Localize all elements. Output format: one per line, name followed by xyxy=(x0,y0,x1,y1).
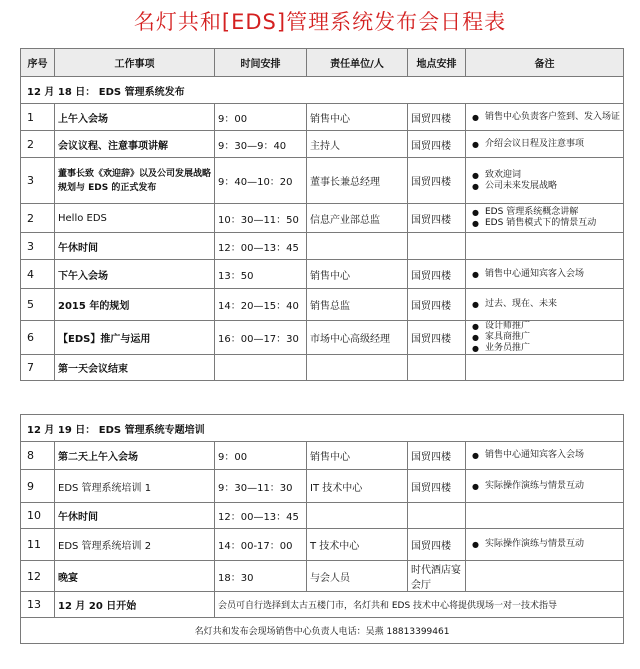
note-item: ● EDS 管理系统概念讲解 xyxy=(485,207,620,218)
row-number: 7 xyxy=(21,355,55,381)
notes-list xyxy=(469,539,620,550)
row-owner: 销售中心 xyxy=(307,104,408,131)
day2-body xyxy=(21,415,624,644)
row-notes xyxy=(466,442,624,470)
row-time: 9：40—10：20 xyxy=(215,158,307,204)
row-number: 4 xyxy=(21,260,55,289)
header-cell: 序号 xyxy=(21,49,55,77)
row-owner: 销售总监 xyxy=(307,289,408,321)
row-owner xyxy=(307,503,408,529)
note-item: ● 过去、现在、未来 xyxy=(485,299,620,310)
row-time: 14：00-17：00 xyxy=(215,529,307,561)
row-number: 11 xyxy=(21,529,55,561)
table-row xyxy=(21,260,624,289)
table-row xyxy=(21,321,624,355)
table-row xyxy=(21,470,624,503)
row-notes xyxy=(466,260,624,289)
row-place xyxy=(408,233,466,260)
row-place: 国贸四楼 xyxy=(408,289,466,321)
row-time: 16：00—17：30 xyxy=(215,321,307,355)
row-number: 10 xyxy=(21,503,55,529)
row-owner: 销售中心 xyxy=(307,442,408,470)
row-notes: 会员可自行选择到太古五楼门市，名灯共和 EDS 技术中心将提供现场一对一技术指导 xyxy=(215,592,624,618)
row-notes xyxy=(466,289,624,321)
footer-contact: 名灯共和发布会现场销售中心负责人电话：吴燕 18813399461 xyxy=(21,618,624,644)
notes-list xyxy=(469,139,620,150)
notes-list xyxy=(469,481,620,492)
row-place: 时代酒店宴会厅 xyxy=(408,561,466,592)
row-owner: 市场中心高级经理 xyxy=(307,321,408,355)
row-task: Hello EDS xyxy=(55,204,215,233)
row-number: 2 xyxy=(21,204,55,233)
notes-list xyxy=(469,112,620,123)
row-notes xyxy=(466,131,624,158)
row-number: 8 xyxy=(21,442,55,470)
note-item: ● 实际操作演练与情景互动 xyxy=(485,481,620,492)
row-time: 12：00—13：45 xyxy=(215,233,307,260)
row-owner: 信息产业部总监 xyxy=(307,204,408,233)
row-owner: 董事长兼总经理 xyxy=(307,158,408,204)
table-row xyxy=(21,355,624,381)
note-item: ● 销售中心通知宾客入会场 xyxy=(485,269,620,280)
page-title: 名灯共和[EDS]管理系统发布会日程表 xyxy=(133,10,507,34)
row-time: 14：20—15：40 xyxy=(215,289,307,321)
table-row xyxy=(21,442,624,470)
header-cell: 时间安排 xyxy=(215,49,307,77)
row-task: 第一天会议结束 xyxy=(55,355,215,381)
row-notes xyxy=(466,104,624,131)
note-item: ● 业务员推广 xyxy=(485,343,620,354)
note-item: ● 销售中心通知宾客入会场 xyxy=(485,450,620,461)
row-notes xyxy=(466,355,624,381)
row-task: 上午入会场 xyxy=(55,104,215,131)
row-place: 国贸四楼 xyxy=(408,470,466,503)
row-task: 2015 年的规划 xyxy=(55,289,215,321)
row-number: 6 xyxy=(21,321,55,355)
row-time: 9：00 xyxy=(215,442,307,470)
row-notes xyxy=(466,503,624,529)
row-number: 2 xyxy=(21,131,55,158)
row-owner xyxy=(307,233,408,260)
header-cell: 地点安排 xyxy=(408,49,466,77)
note-item: ● 实际操作演练与情景互动 xyxy=(485,539,620,550)
section-label: 12 月 18 日： EDS 管理系统发布 xyxy=(21,77,624,104)
row-time xyxy=(215,355,307,381)
notes-list xyxy=(469,207,620,229)
table-row xyxy=(21,289,624,321)
table-row xyxy=(21,158,624,204)
row-place xyxy=(408,503,466,529)
row-task: 下午入会场 xyxy=(55,260,215,289)
row-place: 国贸四楼 xyxy=(408,131,466,158)
note-item: ● 公司未来发展战略 xyxy=(485,181,620,192)
schedule-table-day2 xyxy=(20,414,624,644)
notes-list xyxy=(469,321,620,354)
row-owner xyxy=(307,355,408,381)
header-cell: 工作事项 xyxy=(55,49,215,77)
row-task: 会议议程、注意事项讲解 xyxy=(55,131,215,158)
row-place: 国贸四楼 xyxy=(408,260,466,289)
header-cell: 责任单位/人 xyxy=(307,49,408,77)
section-row xyxy=(21,77,624,104)
note-item: ● EDS 销售模式下的情景互动 xyxy=(485,218,620,229)
row-task: 【EDS】推广与运用 xyxy=(55,321,215,355)
row-number: 1 xyxy=(21,104,55,131)
row-number: 3 xyxy=(21,158,55,204)
notes-list xyxy=(469,450,620,461)
row-time: 18：30 xyxy=(215,561,307,592)
row-place: 国贸四楼 xyxy=(408,158,466,204)
row-time: 12：00—13：45 xyxy=(215,503,307,529)
note-item: ● 家具商推广 xyxy=(485,332,620,343)
row-task: 午休时间 xyxy=(55,503,215,529)
header-cell: 备注 xyxy=(466,49,624,77)
row-task: EDS 管理系统培训 2 xyxy=(55,529,215,561)
row-time: 9：00 xyxy=(215,104,307,131)
row-time: 13：50 xyxy=(215,260,307,289)
schedule-table-day1 xyxy=(20,48,624,381)
row-number: 12 xyxy=(21,561,55,592)
row-place: 国贸四楼 xyxy=(408,442,466,470)
table-row xyxy=(21,561,624,592)
row-number: 3 xyxy=(21,233,55,260)
row-notes xyxy=(466,233,624,260)
row-time: 10：30—11：50 xyxy=(215,204,307,233)
notes-list xyxy=(469,269,620,280)
notes-list xyxy=(469,299,620,310)
row-owner: IT 技术中心 xyxy=(307,470,408,503)
table-row xyxy=(21,233,624,260)
note-item: ● 设计师推广 xyxy=(485,321,620,332)
note-item: ● 致欢迎词 xyxy=(485,170,620,181)
row-notes xyxy=(466,529,624,561)
row-number: 9 xyxy=(21,470,55,503)
table-row xyxy=(21,204,624,233)
row-owner: 销售中心 xyxy=(307,260,408,289)
row-owner: T 技术中心 xyxy=(307,529,408,561)
day1-body xyxy=(21,77,624,381)
row-place: 国贸四楼 xyxy=(408,104,466,131)
row-notes xyxy=(466,158,624,204)
row-owner: 与会人员 xyxy=(307,561,408,592)
row-task: EDS 管理系统培训 1 xyxy=(55,470,215,503)
note-item: ● 介绍会议日程及注意事项 xyxy=(485,139,620,150)
table-row xyxy=(21,592,624,618)
row-number: 5 xyxy=(21,289,55,321)
table-row xyxy=(21,104,624,131)
header-row xyxy=(21,49,624,77)
row-place: 国贸四楼 xyxy=(408,204,466,233)
table-row xyxy=(21,503,624,529)
footer-row xyxy=(21,618,624,644)
row-place xyxy=(408,355,466,381)
row-place: 国贸四楼 xyxy=(408,529,466,561)
row-place: 国贸四楼 xyxy=(408,321,466,355)
row-number: 13 xyxy=(21,592,55,618)
row-task: 12 月 20 日开始 xyxy=(55,592,215,618)
row-notes xyxy=(466,470,624,503)
row-task: 第二天上午入会场 xyxy=(55,442,215,470)
note-item: ● 销售中心负责客户签到、发入场证 xyxy=(485,112,620,123)
row-time: 9：30—9：40 xyxy=(215,131,307,158)
row-notes xyxy=(466,561,624,592)
table-row xyxy=(21,529,624,561)
section-label: 12 月 19 日： EDS 管理系统专题培训 xyxy=(21,415,624,442)
notes-list xyxy=(469,170,620,192)
row-task: 午休时间 xyxy=(55,233,215,260)
section-row xyxy=(21,415,624,442)
row-task: 董事长致《欢迎辞》以及公司发展战略规划与 EDS 的正式发布 xyxy=(55,158,215,204)
row-notes xyxy=(466,321,624,355)
row-owner: 主持人 xyxy=(307,131,408,158)
row-task: 晚宴 xyxy=(55,561,215,592)
row-time: 9：30—11：30 xyxy=(215,470,307,503)
table-row xyxy=(21,131,624,158)
row-notes xyxy=(466,204,624,233)
